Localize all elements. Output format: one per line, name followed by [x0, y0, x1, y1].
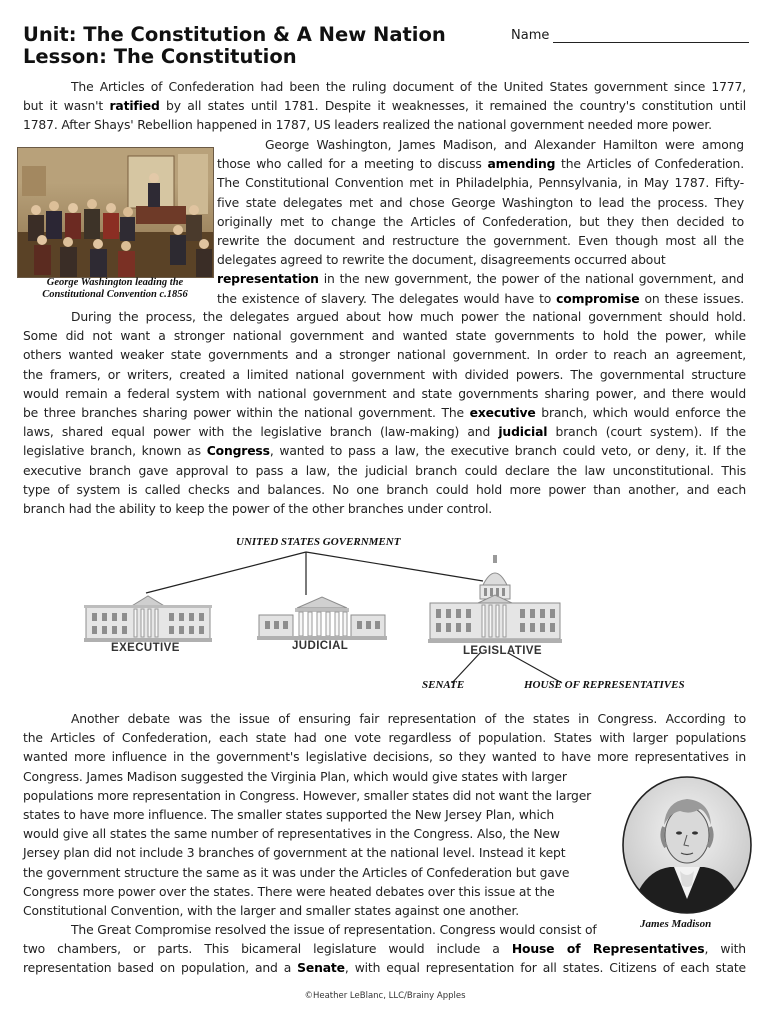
legislative-label: LEGISLATIVE — [463, 645, 542, 657]
house-label: HOUSE OF REPRESENTATIVES — [524, 679, 685, 691]
text-line: states to have more influence. The smaller states supported the New Jersey Plan, which — [23, 808, 555, 823]
text-line: representation based on population, and a Senate, with equal representation for all states. Citizens of each state — [23, 961, 746, 976]
text-line: The Constitutional Convention met in Philadelphia, Pennsylvania, in May 1787. Fifty- — [217, 176, 744, 191]
text-line: originally met to change the Articles of Confederation, but they then decided to — [217, 214, 744, 229]
judicial-label: JUDICIAL — [292, 640, 349, 652]
vocab-representation: representation — [217, 272, 319, 287]
text-line: wanted more influence in the government's legislative decisions, so they wanted to have more representatives in — [23, 750, 746, 765]
executive-label: EXECUTIVE — [111, 642, 180, 654]
vocab-house-of-representatives: House of Representatives — [511, 942, 705, 957]
text-line: Another debate was the issue of ensuring fair representation of the states in Congress. According to — [71, 712, 746, 726]
vocab-amending: amending — [487, 157, 556, 172]
senate-label: SENATE — [422, 679, 465, 691]
convention-painting-image — [18, 148, 213, 277]
text-line: the Articles of Confederation, each state had one vote regardless of population. States with larger populations — [23, 731, 746, 746]
supreme-court-icon — [257, 595, 387, 641]
paragraph-branches — [23, 308, 746, 519]
text-line: populations more representation in Congress. However, smaller states did not want the larger — [23, 788, 592, 803]
text-line: branch had the ability to keep the power of the other branches under control. — [23, 502, 493, 517]
vocab-executive: executive — [469, 406, 536, 421]
text-line: laws, shared equal power with the legislative branch (law-making) and judicial branch (court system). If the — [23, 425, 746, 440]
text-line: be three branches sharing power within the national government. The executive branch, which would enforce the — [23, 406, 747, 421]
text-line: the framers, or writers, created a limited national government with divided powers. The governmental structure — [23, 367, 746, 382]
text-line: 1787. After Shays' Rebellion happened in 1787, US leaders realized the national government needed more power. — [23, 118, 712, 133]
text-line: rewrite the document and restructure the government. Even though most all the — [217, 234, 744, 249]
text-line: but it wasn't ratified by all states until 1781. Despite it weaknesses, it remained the country's constitution until — [23, 99, 747, 114]
text-line: Constitutional Convention, with the larger and smaller states against one another. — [23, 904, 520, 919]
paragraph-convention — [217, 136, 744, 309]
vocab-judicial: judicial — [498, 425, 548, 440]
text-line: delegates agreed to rewrite the document, disagreements occurred about — [217, 253, 666, 268]
convention-painting — [17, 147, 214, 278]
name-blank-line[interactable] — [553, 28, 749, 43]
text-line: would remain a federal system with national government and state governments sharing power, and there would — [23, 386, 746, 401]
text-line: the existence of slavery. The delegates would have to compromise on these issues. — [217, 291, 744, 306]
name-field — [511, 28, 749, 43]
text-line: representation in the new government, the power of the national government, and — [217, 272, 744, 287]
government-structure-diagram — [80, 535, 700, 695]
diagram-title: UNITED STATES GOVERNMENT — [236, 536, 401, 548]
capitol-building-icon — [428, 555, 562, 645]
text-line: Some did not want a stronger national government and wanted state governments to hold the power, while — [23, 329, 746, 344]
unit-title: Unit: The Constitution & A New Nation — [23, 23, 446, 46]
text-line: those who called for a meeting to discuss amending the Articles of Confederation. — [217, 157, 744, 172]
text-line: Congress more power over the states. There were heated debates over this issue at the — [23, 884, 555, 899]
vocab-compromise: compromise — [556, 291, 640, 306]
text-line: During the process, the delegates argued about how much power the national government should hold. — [71, 310, 746, 324]
lesson-title: Lesson: The Constitution — [23, 45, 297, 68]
worksheet-title — [23, 24, 446, 68]
name-label: Name — [511, 28, 550, 43]
text-line: George Washington, James Madison, and Alexander Hamilton were among — [265, 138, 744, 152]
copyright-footer: ©Heather LeBlanc, LLC/Brainy Apples — [304, 991, 466, 1001]
text-line: legislative branch, known as Congress, wanted to pass a law, the executive branch could veto, or deny, it. If the — [23, 444, 746, 459]
text-line: the government structure the same as it was under the Articles of Confederation but gave — [23, 865, 570, 880]
paragraph-articles — [23, 78, 746, 136]
white-house-icon — [84, 593, 212, 643]
vocab-ratified: ratified — [109, 99, 160, 114]
vocab-senate: Senate — [297, 961, 345, 976]
text-line: two chambers, or parts. This bicameral legislature would include a House of Representatives, with — [23, 942, 746, 957]
text-line: others wanted weaker state governments and a stronger national government. In order to reach an agreement, — [23, 348, 746, 363]
paragraph-great-compromise — [23, 921, 746, 979]
photo-caption: George Washington leading the Constitutional Convention c.1856 — [42, 277, 188, 300]
text-line: Congress. James Madison suggested the Virginia Plan, which would give states with larger — [23, 769, 567, 784]
text-line: Jersey plan did not include 3 branches of government at the national level. Instead it kept — [23, 846, 566, 861]
vocab-congress: Congress — [206, 444, 270, 459]
text-line: type of system is called checks and balances. No one branch could hold more power than another, and each — [23, 482, 746, 497]
text-line: The Great Compromise resolved the issue of representation. Congress would consist of — [71, 923, 597, 937]
portrait-caption: James Madison — [640, 918, 712, 930]
text-line: would give all states the same number of representatives in the Congress. Also, the New — [23, 827, 560, 842]
james-madison-portrait — [620, 775, 754, 915]
text-line: The Articles of Confederation had been the ruling document of the United States government since 1777, — [71, 80, 746, 94]
text-line: executive branch gave approval to pass a law, the judicial branch could declare the law unconstitutional. This — [23, 463, 746, 478]
text-line: five state delegates met and chose George Washington to lead the process. They — [217, 195, 744, 210]
